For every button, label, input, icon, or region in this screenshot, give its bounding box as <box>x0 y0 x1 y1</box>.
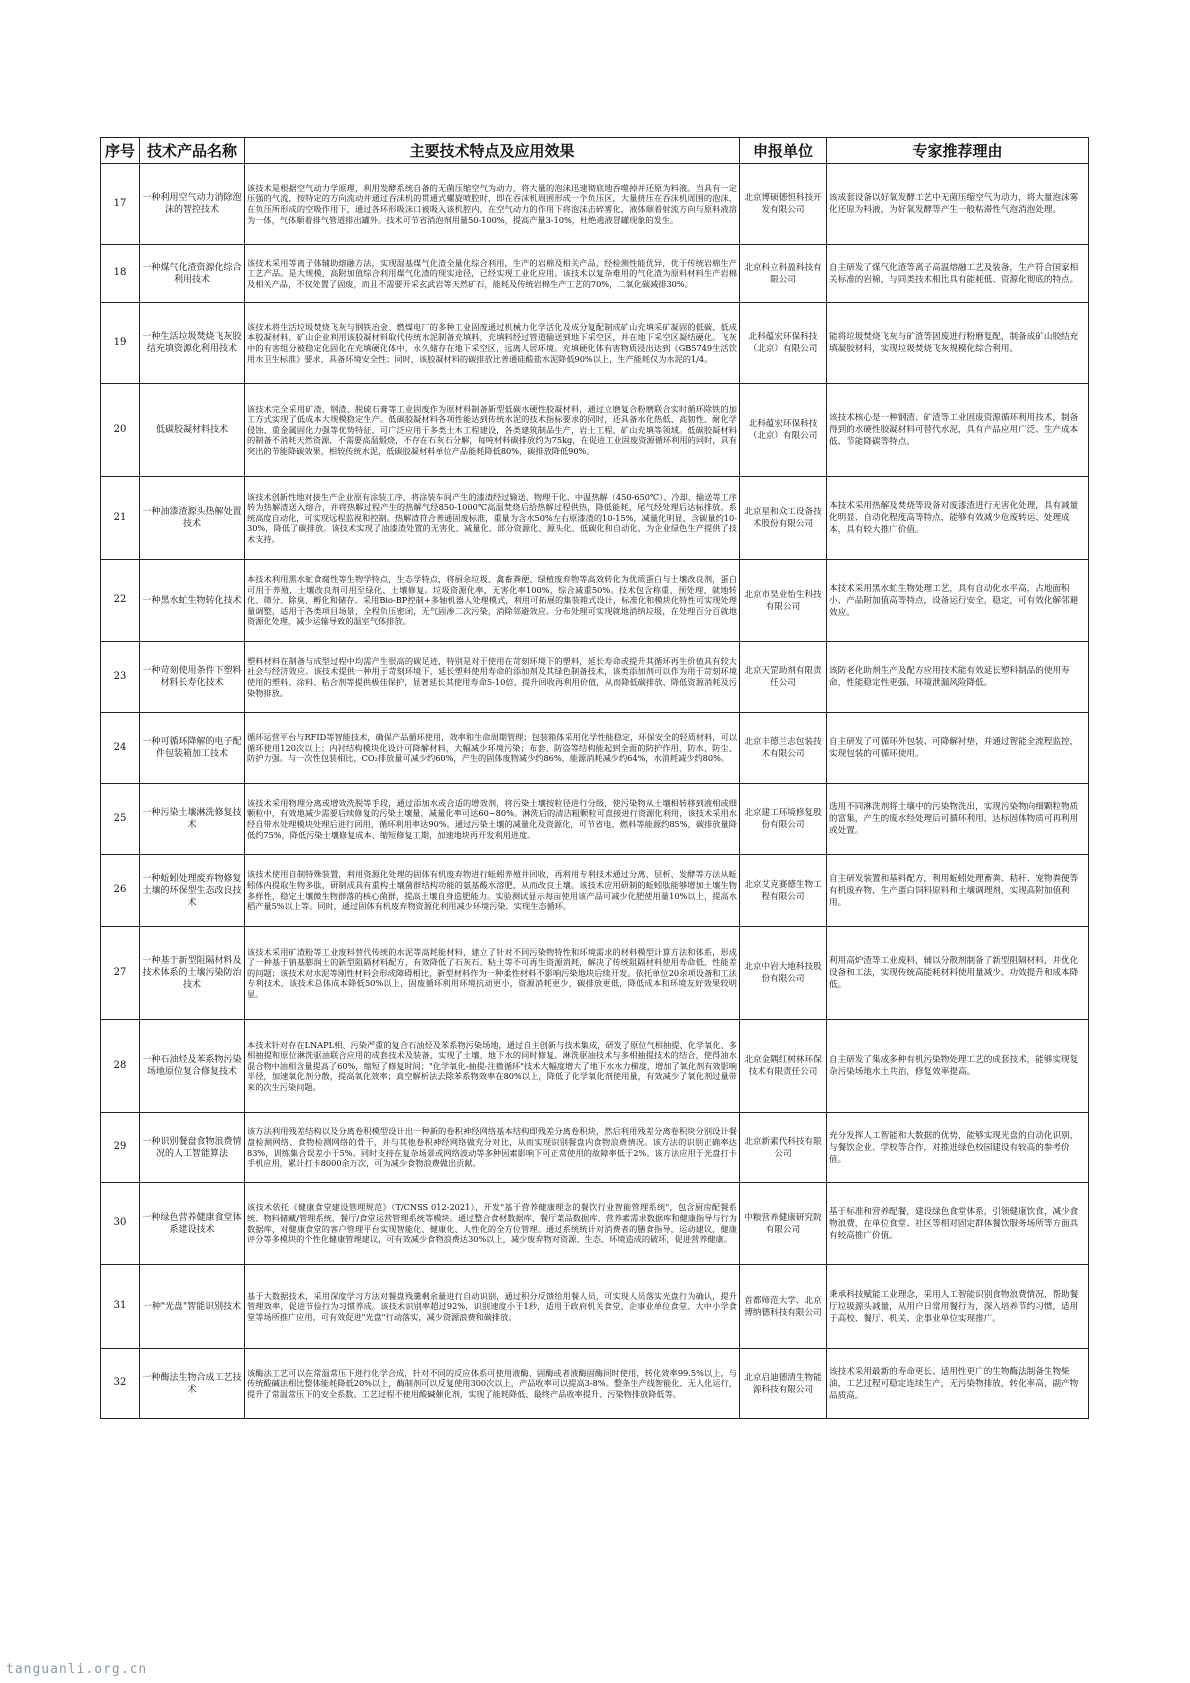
table-row <box>101 477 1089 560</box>
table-row <box>101 642 1089 713</box>
product-description: 本技术针对存在LNAPL相、污染严重的复合石油烃及苯系物污染场地，通过自主创新与技术集成，研发了原位气相抽提、化学氧化、多相抽提和原位淋洗驱油联合应用的成套技术及装备，实现了土壤、地下水的同时修复。淋洗驱油技术与多相抽提技术的结合，使得油水混合物中油相含量提高了60%，缩短了修复时间；"化学氧化-抽提-注微循环"技术大幅度增大了地下水水力梯度，增加了氧化剂有效影响半径，加速氧化剂分散，提高氧化效率；真空解析法去除苯系物效率在80%以上，降低了化学氧化剂使用量，有效减少了氧化剂过量带来的次生污染问题。 <box>245 1020 740 1113</box>
expert-reason: 秉承科技赋能工业理念，采用人工智能识别食物浪费情况，帮助餐厅垃圾源头减量，从用户日常用餐行为，深入培养节约习惯，适用于高校、餐厅、机关、企事业单位实现推广。 <box>827 1265 1089 1349</box>
product-description: 该技术依托《健康食堂建设管理规范》（T/CNSS 012-2021），开发"基于营养健康理念的餐饮行业智能管理系统"，包含厨房配餐系统、物料储藏/管理系统、餐厅/食堂运营管理系统等模块。通过整合食材数据库、餐厅菜品数据库、营养素需求数据库和健康指导与行为数据库，对健康食堂的客户管理平台实现智能化、健康化、人性化的全方位管理。通过系统统计对消费者的膳食指导，运动建议，健康评分等多模块的个性化健康管理建议，可有效减少食物浪费达30%以上，减少废弃物对资源、生态、环境造成的破坏，促进营养健康。 <box>245 1183 740 1265</box>
header-expert-reason: 专家推荐理由 <box>827 138 1089 164</box>
table-row <box>101 855 1089 927</box>
applicant-unit: 北科蕴宏环保科技（北京）有限公司 <box>740 303 827 384</box>
table-row <box>101 245 1089 303</box>
expert-reason: 该技术采用最新的寿命更长、适用性更广的生物酶法制备生物柴油，工艺过程可稳定连续生产，无污染物排放，转化率高，副产物品质高。 <box>827 1349 1089 1419</box>
row-number: 23 <box>101 642 140 713</box>
row-number: 26 <box>101 855 140 927</box>
table-row <box>101 384 1089 477</box>
applicant-unit: 北京丰德兰志包装技术有限公司 <box>740 713 827 784</box>
product-description: 该酶法工艺可以在常温常压下进行化学合成，针对不同的反应体系可使用液酶、固酶或者液酶固酶同时使用，转化效率99.5%以上，与传统酸碱法相比整体能耗降低20%以上，酶制剂可以反复使用300次以上，产品收率可以提高3-8%。整条生产线智能化、无人化运行，提升了常温常压下的安全系数。工艺过程不使用酸碱催化剂，实现了能耗降低、最终产品收率提升、污染物排放降低等。 <box>245 1349 740 1419</box>
row-number: 25 <box>101 784 140 855</box>
expert-reason: 本技术采用黑水虻生物处理工艺，具有自动化水平高，占地面积小、产品附加值高等特点，设备运行安全，稳定，可有效化解邻避效应。 <box>827 560 1089 642</box>
product-name: 一种黑水虻生物转化技术 <box>140 560 245 642</box>
row-number: 32 <box>101 1349 140 1419</box>
expert-reason: 利用高炉渣等工业废料，辅以分散剂制备了新型阻隔材料，并优化设备和工法，实现传统高能耗材料使用量减少、功效提升和成本降低。 <box>827 927 1089 1020</box>
site-watermark: tanguanli.org.cn <box>6 1662 148 1677</box>
expert-reason: 充分发挥人工智能和大数据的优势，能够实现光盘的自动化识别，与餐饮企业、学校等合作，对推进绿色校园建设有较高的参考价值。 <box>827 1113 1089 1183</box>
expert-reason: 该技术核心是一种钢渣、矿渣等工业固废资源循环利用技术，制备得到的水硬性胶凝材料可替代水泥，具有产品应用广泛、生产成本低、节能降碳等特点。 <box>827 384 1089 477</box>
product-description: 该方法利用残差结构以及分离卷积模型设计出一种新的卷积神经网络基本结构即残差分离卷积块，然后利用残差分离卷积块分别设计餐盘检测网络、食物检测网络的骨干，并与其他卷积神经网络做充分对比，从而实现识别餐盘内食物浪费情况。该方法的识别正确率达83%，训练集合误差小于5%。同时支持在复杂场景或网络波动等多种因素影响下可正常使用的故障率低于2%。该方法应用于光盘打卡手机应用，累计打卡8000余万次，可为减少食物浪费做出贡献。 <box>245 1113 740 1183</box>
applicant-unit: 北京市昊业怡生科技有限公司 <box>740 560 827 642</box>
expert-reason: 自主研发了煤气化渣等离子高温熔融工艺及装备，生产符合国家相关标准的岩棉，与同类技术相比具有能耗低、资源化彻底的特点。 <box>827 245 1089 303</box>
row-number: 22 <box>101 560 140 642</box>
table-row <box>101 784 1089 855</box>
applicant-unit: 中粮营养健康研究院有限公司 <box>740 1183 827 1265</box>
row-number: 30 <box>101 1183 140 1265</box>
expert-reason: 基于标准和营养配餐，建设绿色食堂体系，引领健康饮食，减少食物浪费，在单位食堂、社区等相对固定群体餐饮服务场所等方面具有较高推广价值。 <box>827 1183 1089 1265</box>
table-row <box>101 1183 1089 1265</box>
header-serial-number: 序号 <box>101 138 140 164</box>
table-row <box>101 927 1089 1020</box>
expert-reason: 自主研发了可循环外包装、可降解衬垫，并通过智能全流程监控，实现包装的可循环使用。 <box>827 713 1089 784</box>
product-description: 该技术完全采用矿渣、钢渣、脱硫石膏等工业固废作为原材料制备新型低碳水硬性胶凝材料，通过立磨复合粉磨联合实时循环除铁的加工方式实现了低成本大规模稳定生产。低碳胶凝材料各项性能达到传统水泥的技术指标要求的同时，还具备水化热低、高韧性、耐化学侵蚀、重金属固化力强等优势特征，可广泛应用于多类土木工程建设，各类建筑制品生产，岩土工程、矿山充填等领域。低碳胶凝材料的制备不消耗天然资源，不需要高温煅烧，不存在石灰石分解，每吨材料碳排放约为75kg，在促进工业固废资源循环利用的同时，具有突出的节能降碳效果，相较传统水泥，低碳胶凝材料单位产品能耗降低80%，碳排放降低90%。 <box>245 384 740 477</box>
table-row <box>101 560 1089 642</box>
technology-table <box>100 137 1089 1419</box>
header-product-name: 技术产品名称 <box>140 138 245 164</box>
product-description: 该技术采用矿渣粉等工业废料替代传统的水泥等高耗能材料，建立了针对不同污染物特性和环境需求的材料模型计算方法和体系，形成了一种基于钠基膨润土的新型阻隔材料配方，有效降低了石灰石、粘土等不可再生资源消耗，解决了传统阻隔材料使用寿命低、性能差的问题；该技术对水泥等刚性材料会形成障碍相比，新型材料作为一种柔性材料不影响污染地块后续开发。依托单位20余项设备和工法专利技术，该技术总体成本降低50%以上，固废循环利用环境抗动更小，资源消耗更少，碳排放更低，降低成本和环境友好效果较明显。 <box>245 927 740 1020</box>
table-row <box>101 1020 1089 1113</box>
product-name: 一种生活垃圾焚烧飞灰胶结充填资源化利用技术 <box>140 303 245 384</box>
applicant-unit: 北京新素代科技有限公司 <box>740 1113 827 1183</box>
expert-reason: 自主研发装置和基料配方，利用蚯蚓处理畜粪、秸秆、宠物粪便等有机废弃物，生产蛋白饲料原料和土壤调理剂，实现高附加值利用。 <box>827 855 1089 927</box>
expert-reason: 本技术采用热解及焚烧等设备对废漆渣进行无害化处理，具有减量化明显、自动化程度高等特点，能够有效减少危废转运、处理成本，具有较大推广价值。 <box>827 477 1089 560</box>
applicant-unit: 北京科立科盈科技有限公司 <box>740 245 827 303</box>
product-name: 一种利用空气动力消除泡沫的智控技术 <box>140 164 245 245</box>
product-name: 一种绿色营养健康食堂体系建设技术 <box>140 1183 245 1265</box>
table-row <box>101 1349 1089 1419</box>
applicant-unit: 北京建工环境修复股份有限公司 <box>740 784 827 855</box>
product-description: 该技术采用物理分离或增效洗脱等手段，通过添加水或合适的增效剂，将污染土壤按粒径进行分级，使污染物从土壤相转移到液相或细颗粒中，有效地减少需要后续修复的污染土壤量，减量化率可达60~80%。淋洗后的清洁粗颗粒可直接进行资源化利用，该技术采用水经自带水处理模块处理后进行回用，循环利用率达90%。通过污染土壤的减量化及资源化，可节省电、燃料等能源约85%，碳排放量降低约75%，降低污染土壤修复成本、缩短修复工期，加速地块再开发利用进度。 <box>245 784 740 855</box>
applicant-unit: 北京天罡助剂有限责任公司 <box>740 642 827 713</box>
header-row <box>101 138 1089 164</box>
applicant-unit: 北京中岩大地科技股份有限公司 <box>740 927 827 1020</box>
product-name: 一种油漆渣源头热解处置技术 <box>140 477 245 560</box>
table-row <box>101 164 1089 245</box>
product-description: 该技术采用等离子体辅助熔融方法，实现湿基煤气化渣全量化综合利用，生产的岩棉及相关产品，经检测性能优异，优于传统岩棉生产工艺产品。是大规模、高附加值综合利用煤气化渣的现实途径，已经实现工业化应用。该技术以复杂难用的气化渣为原料材料生产岩棉及相关产品，不仅处置了固废，而且不需要开采玄武岩等天然矿石，能耗及传统岩棉生产工艺的70%，二氧化碳减排30%。 <box>245 245 740 303</box>
product-name: 一种煤气化渣资源化综合利用技术 <box>140 245 245 303</box>
product-name: 低碳胶凝材料技术 <box>140 384 245 477</box>
expert-reason: 能将垃圾焚烧飞灰与矿渣等固废进行粉磨复配，制备成矿山胶结充填凝胶材料，实现垃圾焚烧飞灰规模化综合利用。 <box>827 303 1089 384</box>
product-name: 一种石油烃及苯系物污染场地原位复合修复技术 <box>140 1020 245 1113</box>
product-description: 基于大数据技术，采用深度学习方法对餐盘残羹剩余量进行自动识别，通过积分反馈给用餐人员，可实现人员落实光盘行为确认，提升管理效率，促进节俭行为习惯养成。该技术识别率超过92%，识别速度小于1秒，适用于政府机关食堂、企事业单位食堂、大中小学食堂等场所推广应用，可有效促进"光盘"行动落实，减少资源浪费和碳排放。 <box>245 1265 740 1349</box>
product-name: 一种污染土壤淋洗修复技术 <box>140 784 245 855</box>
product-description: 本技术利用黑水虻食腐性等生物学特点，生态学特点，将厨余垃圾、禽畜粪便、绿植废弃物等高效转化为优质蛋白与土壤改良剂，蛋白可用于养殖，土壤改良剂可用至绿化、土壤修复。垃圾资源化率，无害化率100%，综合减重50%。技术包含称重、预处理、就地转化、筛分、除臭、孵化和储存。采用Bio-BP控制+多轴机器人处理模式，利用可拓展的集装箱式设计，标准化和模块化特性可实现处理量调整，适用于各类项目场景，全程负压密闭，无气固渗二次污染，消除邻避效应。分布处理可实现就地消纳垃圾，在处理百分百就地资源化处理，减少运输导致的温室气体排放。 <box>245 560 740 642</box>
applicant-unit: 北京星和众工设备技术股份有限公司 <box>740 477 827 560</box>
row-number: 19 <box>101 303 140 384</box>
recommendation-table-sheet <box>100 137 1088 1419</box>
row-number: 24 <box>101 713 140 784</box>
product-name: 一种"光盘"智能识别技术 <box>140 1265 245 1349</box>
product-name: 一种识别餐盘食物浪费情况的人工智能算法 <box>140 1113 245 1183</box>
row-number: 29 <box>101 1113 140 1183</box>
header-applicant: 申报单位 <box>740 138 827 164</box>
table-row <box>101 303 1089 384</box>
product-description: 该技术将生活垃圾焚烧飞灰与钢铁冶金、燃煤电厂的多种工业固废通过机械力化学活化及成分复配制成矿山充填采矿凝固的低碳、低成本胶凝材料，矿山企业利用该胶凝材料取代传统水泥制备充填料，充填料经过管道输送到地下采空区，并在地下采空区凝结硬化。飞灰中的有害组分被稳定化固化在充填硬化体中，永久储存在地下采空区，远离人居环境。充填硬化体有害物质浸出达到《GB5749生活饮用水卫生标准》要求，具备环境安全性；同时，该胶凝材料的碳排放比普通硅酸盐水泥降低90%以上，生产能耗仅为水泥的1/4。 <box>245 303 740 384</box>
expert-reason: 该成套设备以好氧发酵工艺中无菌压缩空气为动力，将大量泡沫雾化还原为料液，为好氧发酵等产生一般粘滞性气泡消泡处理。 <box>827 164 1089 245</box>
applicant-unit: 北京博硕德恒科技开发有限公司 <box>740 164 827 245</box>
applicant-unit: 北京艾克赛德生物工程有限公司 <box>740 855 827 927</box>
header-features: 主要技术特点及应用效果 <box>245 138 740 164</box>
product-description: 塑料材料在制备与成型过程中均需产生很高的碳足迹，特别是对于使用在苛刻环境下的塑料，延长寿命或提升其循环再生价值具有较大社会与经济效应。该技术提供一种用于苛刻环境下，延长塑料使用寿命的添加剂及其绿色制备技术，该类添加剂可以作为用于苛刻环境使用的塑料、涂料、粘合剂等提供极佳保护，显著延长其使用寿命5-10倍，提升回收再利用价值，从而降低碳排放、降低资源消耗及污染物排放。 <box>245 642 740 713</box>
row-number: 17 <box>101 164 140 245</box>
expert-reason: 自主研发了集成多种有机污染物处理工艺的成套技术，能够实现复杂污染场地水土共治，修复效率提高。 <box>827 1020 1089 1113</box>
product-name: 一种苛刻使用条件下塑料材料长寿化技术 <box>140 642 245 713</box>
expert-reason: 选用不同淋洗剂将土壤中的污染物洗出，实现污染物向细颗粒物质的富集，产生的废水经处理后可循环利用，达标固体物质可再利用或处置。 <box>827 784 1089 855</box>
row-number: 20 <box>101 384 140 477</box>
expert-reason: 该防老化助剂生产及配方应用技术能有效延长塑料制品的使用寿命，性能稳定性更强，环境泄漏风险降低。 <box>827 642 1089 713</box>
row-number: 28 <box>101 1020 140 1113</box>
table-row <box>101 1113 1089 1183</box>
applicant-unit: 首都师范大学、北京博纳德科技有限公司 <box>740 1265 827 1349</box>
row-number: 18 <box>101 245 140 303</box>
product-description: 该技术使用自制特殊装置，利用资源化处理的固体有机废弃物进行蚯蚓养殖并回收，再利用专利技术通过分离、层析、发酵等方法从蚯蚓体内提取生物多肽，研制成具有重构土壤菌群结构功能的氨基酸水溶肥，从而改良土壤。该技术应用研制的蚯蚓肽能够增加土壤生物多样性，稳定土壤微生物群落的核心菌群，提高土壤自身造肥能力。实验测试显示每亩使用该产品可减少化肥使用量10%以上，提高水稻产量5%以上等。同时，通过固体有机废弃物资源化利用减少环境污染，实现生态循环。 <box>245 855 740 927</box>
product-description: 该技术是根据空气动力学原理，利用发酵系统自备的无菌压缩空气为动力，将大量的泡沫迅速彻底地吞噬掉并还原为料液。当具有一定压强的气流，按特定的方向流动并通过吞沫机的贯通式螺旋喷腔时，即在吞沫机周围形成一个负压区，大量挤压在吞沫机周围的泡沫，在负压所形成的空吸作用下，通过各环形吸沫口被吸入该机腔内，在空气动力的作用下将泡沫击碎雾化，液体顺着射流方向与原料液溶为一体，气体顺着排气管道排出罐外。技术可节省消泡剂用量50-100%，提高产量3-10%，杜绝逃液冒罐现象的发生。 <box>245 164 740 245</box>
table-row <box>101 1265 1089 1349</box>
product-name: 一种酶法生物合成工艺技术 <box>140 1349 245 1419</box>
applicant-unit: 北京金隅红树林环保技术有限责任公司 <box>740 1020 827 1113</box>
table-row <box>101 713 1089 784</box>
product-name: 一种蚯蚓处理废弃物修复土壤的环保型生态改良技术 <box>140 855 245 927</box>
product-description: 循环运营平台与RFID等智能技术，确保产品循环使用，效率和生命周期管理；包装箱体采用化学性能稳定，环保安全的轻质材料，可以循环使用120次以上；内衬结构模块化设计可降解材料，大幅减少环境污染；布套、防盗等结构能起到全面的防护作用，防水、防尘、防护力强。与一次性包装相比，CO₂排放量可减少约60%，产生的固体废物减少约86%，能源消耗减少约64%，水消耗减少约80%。 <box>245 713 740 784</box>
row-number: 27 <box>101 927 140 1020</box>
row-number: 21 <box>101 477 140 560</box>
product-description: 该技术创新性地对接生产企业原有涂装工序，将涂装车间产生的漆渣经过输送、物理干化、中温热解（450-650℃）、冷却、输送等工序转为热解渣送入熔合，并将热解过程产生的热解气经850-1000℃高温焚烧后给热解过程供热，降低能耗，尾气经处理后达标排放。系统高度自动化，可实现远程监视和控制。热解渣符合普通固废标准，重量为含水50%左右原漆渣的10-15%，减量化明显，含碳量约10-30%，降低了碳排放。该技术实现了油漆渣处置的无害化、减量化、部分资源化、源头化、低碳化和自动化，为企业绿色生产提供了技术支持。 <box>245 477 740 560</box>
product-name: 一种基于新型阻隔材料及技术体系的土壤污染防治技术 <box>140 927 245 1020</box>
applicant-unit: 北京启迪德清生物能源科技有限公司 <box>740 1349 827 1419</box>
product-name: 一种可循环降解的电子配件包装箱加工技术 <box>140 713 245 784</box>
row-number: 31 <box>101 1265 140 1349</box>
applicant-unit: 北科蕴宏环保科技（北京）有限公司 <box>740 384 827 477</box>
